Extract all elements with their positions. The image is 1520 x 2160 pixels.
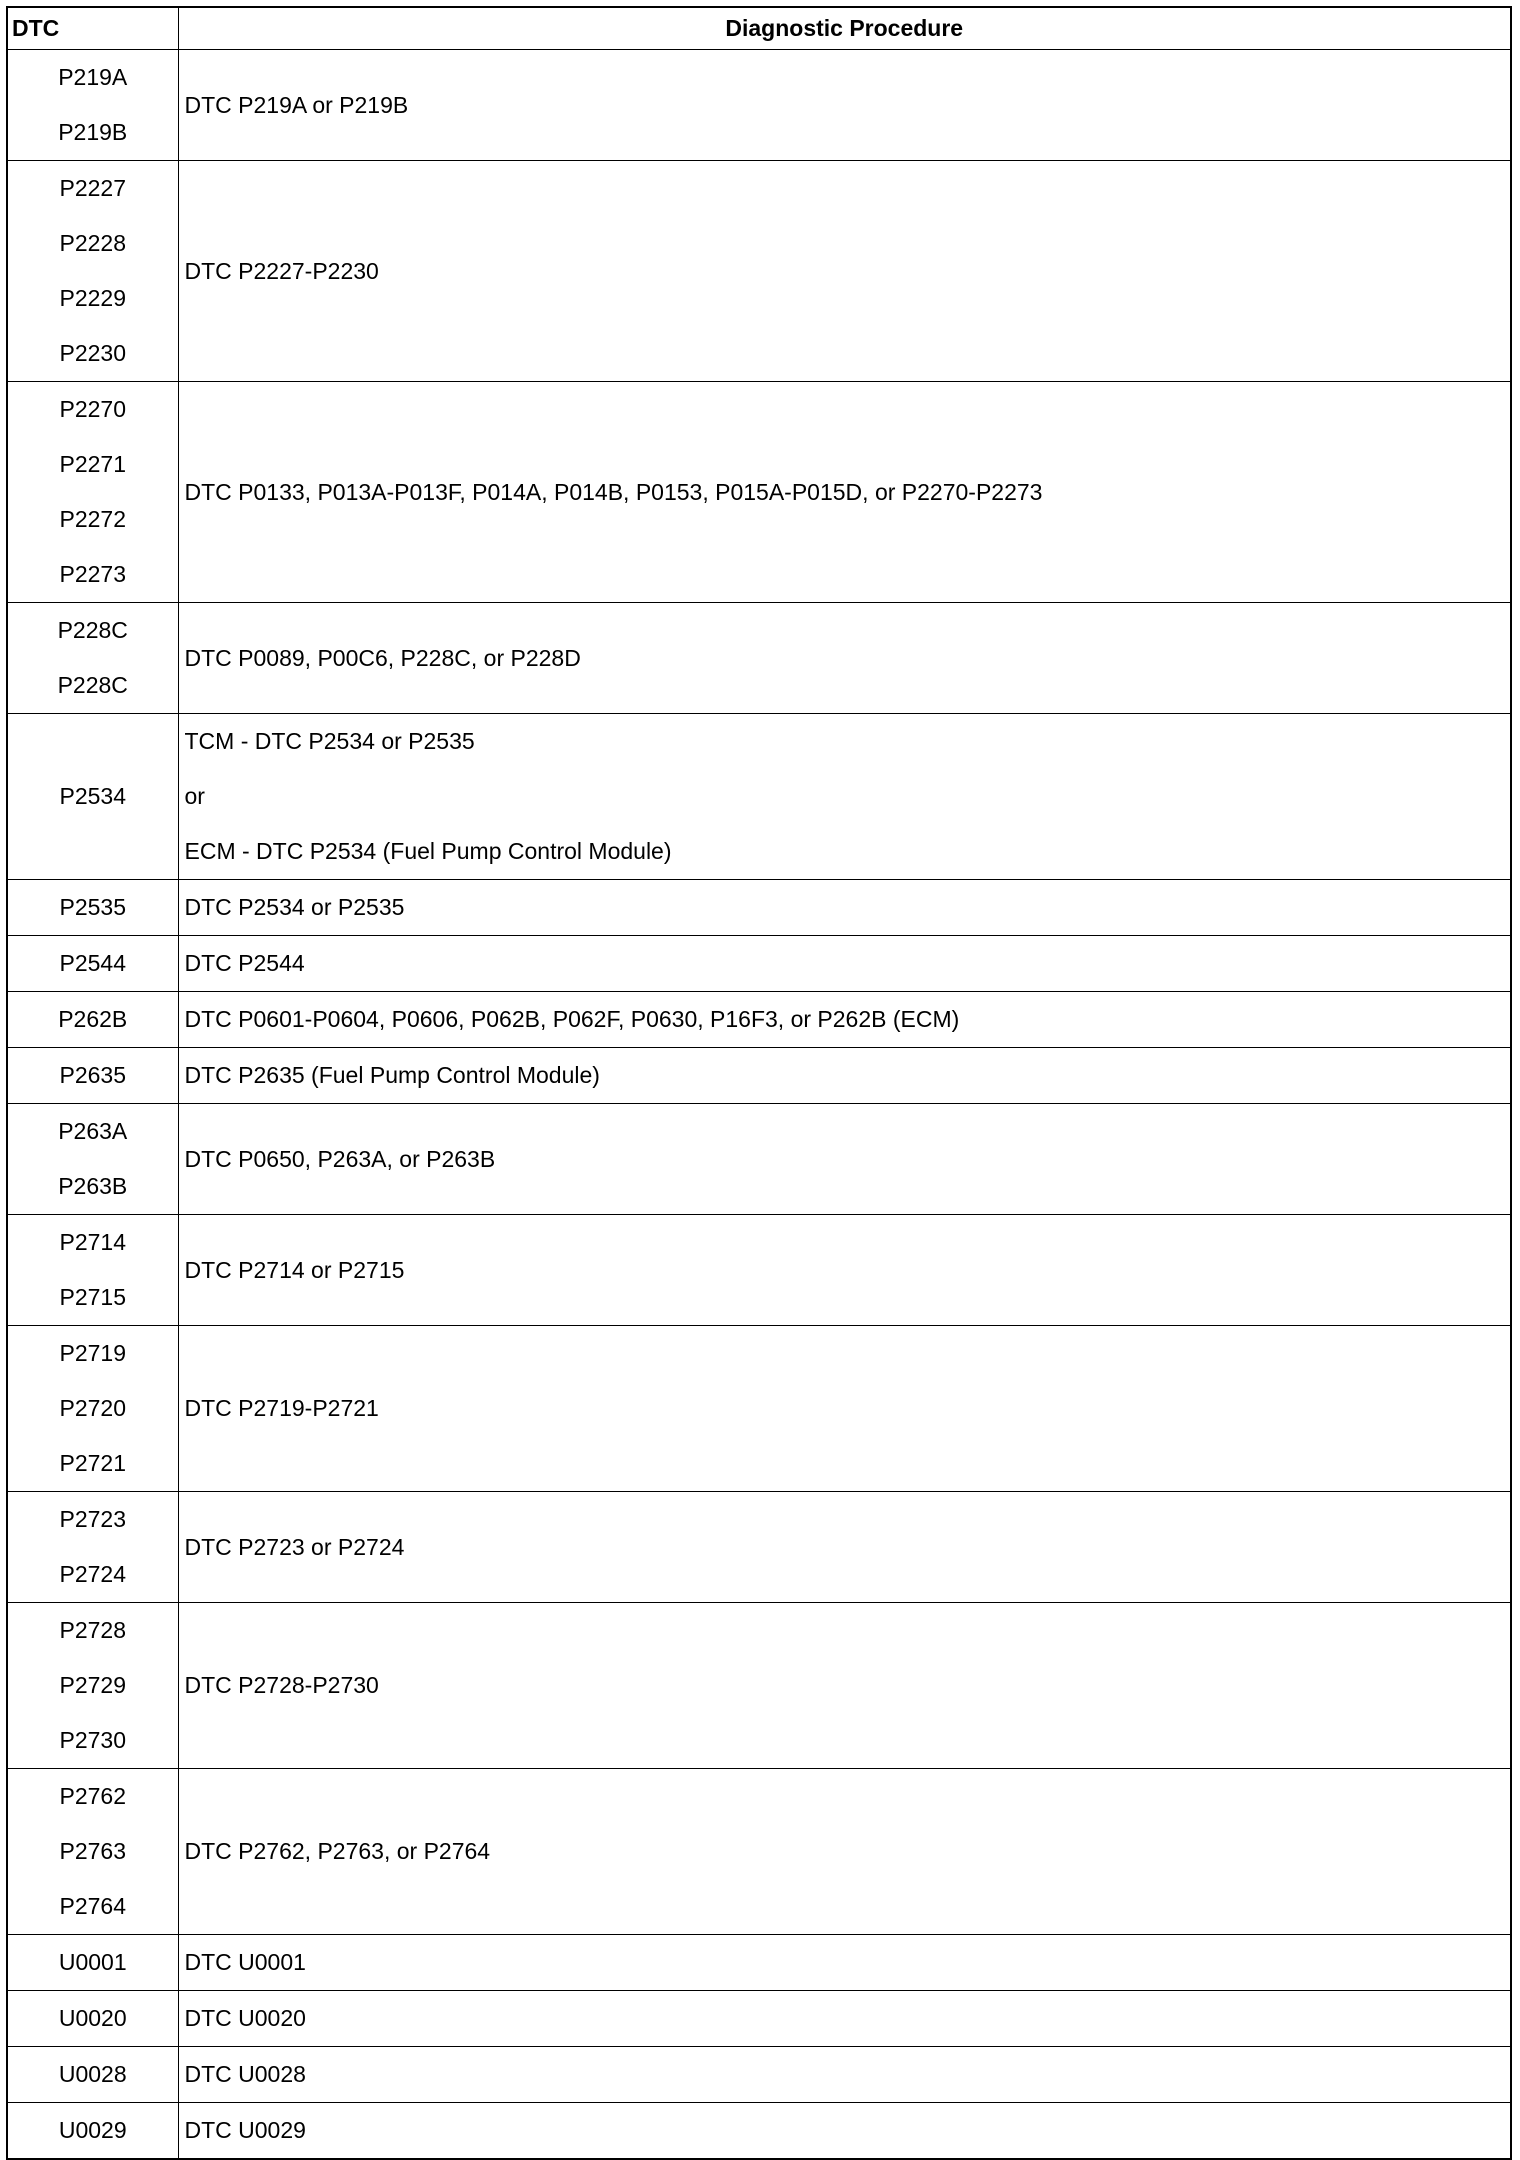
- diagnostic-procedure-cell: [178, 2103, 1511, 2160]
- table-row: [7, 1991, 1511, 2047]
- diagnostic-procedure-cell: [178, 1991, 1511, 2047]
- dtc-code-cell: [7, 1215, 178, 1326]
- dtc-code: P2544: [59, 950, 126, 976]
- table-row: [7, 1048, 1511, 1104]
- dtc-code: U0029: [58, 2117, 127, 2143]
- diagnostic-procedure-text: DTC P219A or P219B: [184, 91, 409, 118]
- diagnostic-procedure-text: DTC P2534 or P2535: [184, 894, 405, 920]
- dtc-code: P2271: [59, 451, 126, 477]
- dtc-code-cell: [7, 1603, 178, 1769]
- dtc-code-cell: [7, 714, 178, 880]
- dtc-code: P263B: [58, 1173, 128, 1199]
- dtc-code: P263A: [58, 1118, 128, 1144]
- dtc-code: P2535: [59, 894, 126, 920]
- diagnostic-procedure-text: DTC P2544: [184, 950, 305, 976]
- dtc-code: P2719: [59, 1340, 126, 1366]
- dtc-code: P2714: [59, 1229, 126, 1255]
- diagnostic-procedure-text: DTC P0601-P0604, P0606, P062B, P062F, P0630, P16F3, or P262B (ECM): [184, 1006, 960, 1032]
- dtc-code: U0028: [58, 2061, 127, 2087]
- header-diagnostic-procedure: Diagnostic Procedure: [178, 7, 1511, 50]
- dtc-code-cell: [7, 1991, 178, 2047]
- diagnostic-procedure-cell: [178, 1769, 1511, 1935]
- table-row: [7, 992, 1511, 1048]
- table-row: [7, 2103, 1511, 2160]
- diagnostic-procedure-text: DTC P2762, P2763, or P2764: [184, 1838, 491, 1864]
- table-row: [7, 382, 1511, 603]
- header-dtc: DTC: [7, 7, 178, 50]
- diagnostic-procedure-text: DTC P2714 or P2715: [184, 1256, 405, 1283]
- dtc-code-cell: [7, 2047, 178, 2103]
- table-row: [7, 603, 1511, 714]
- dtc-code: P219B: [58, 119, 128, 145]
- dtc-code: P2723: [59, 1506, 126, 1532]
- diagnostic-procedure-cell: [178, 1048, 1511, 1104]
- table-row: [7, 1215, 1511, 1326]
- dtc-code: P228C: [57, 672, 128, 698]
- header-row: [7, 7, 1511, 50]
- table-row: [7, 2047, 1511, 2103]
- dtc-code: P2762: [59, 1783, 126, 1809]
- dtc-code-cell: [7, 1326, 178, 1492]
- diagnostic-procedure-cell: [178, 714, 1511, 880]
- dtc-code: P2730: [59, 1727, 126, 1753]
- dtc-code: P2270: [59, 396, 126, 422]
- dtc-code-cell: [7, 603, 178, 714]
- table-row: [7, 880, 1511, 936]
- dtc-code: P2228: [59, 230, 126, 256]
- diagnostic-procedure-text: DTC U0029: [184, 2117, 306, 2143]
- diagnostic-procedure-text: DTC U0001: [184, 1949, 306, 1975]
- diagnostic-procedure-text: DTC P0133, P013A-P013F, P014A, P014B, P0153, P015A-P015D, or P2270-P2273: [184, 478, 1043, 505]
- diagnostic-procedure-cell: [178, 936, 1511, 992]
- dtc-code: P262B: [58, 1006, 128, 1032]
- dtc-code: P2721: [59, 1450, 126, 1476]
- diagnostic-procedure-text: DTC P2728-P2730: [184, 1672, 379, 1698]
- table-row: [7, 714, 1511, 880]
- diagnostic-procedure-cell: [178, 382, 1511, 603]
- dtc-code-cell: [7, 992, 178, 1048]
- dtc-code-cell: [7, 161, 178, 382]
- dtc-code: P2273: [59, 561, 126, 587]
- dtc-code-cell: [7, 936, 178, 992]
- diagnostic-procedure-text: or: [184, 783, 205, 809]
- table-row: [7, 1492, 1511, 1603]
- dtc-code-cell: [7, 1104, 178, 1215]
- diagnostic-procedure-cell: [178, 1935, 1511, 1991]
- dtc-code: P2724: [59, 1561, 126, 1587]
- diagnostic-procedure-text: DTC U0028: [184, 2061, 306, 2087]
- dtc-code: P2229: [59, 285, 126, 311]
- diagnostic-procedure-text: DTC P2719-P2721: [184, 1395, 379, 1421]
- diagnostic-procedure-cell: [178, 1104, 1511, 1215]
- dtc-code-cell: [7, 2103, 178, 2160]
- table-header: [7, 7, 1511, 50]
- dtc-code: P219A: [58, 64, 128, 90]
- dtc-code: U0020: [58, 2005, 127, 2031]
- dtc-code: P2720: [59, 1395, 126, 1421]
- diagnostic-procedure-text: DTC P0089, P00C6, P228C, or P228D: [184, 644, 581, 671]
- diagnostic-procedure-text: DTC P2227-P2230: [184, 257, 379, 284]
- dtc-code: P2635: [59, 1062, 126, 1088]
- dtc-code: P2715: [59, 1284, 126, 1310]
- table-row: [7, 1326, 1511, 1492]
- dtc-code-cell: [7, 1769, 178, 1935]
- diagnostic-procedure-text: DTC U0020: [184, 2005, 306, 2031]
- table-row: [7, 1104, 1511, 1215]
- dtc-code: P2764: [59, 1893, 126, 1919]
- table-row: [7, 936, 1511, 992]
- table-row: [7, 1769, 1511, 1935]
- diagnostic-procedure-cell: [178, 1603, 1511, 1769]
- table-row: [7, 161, 1511, 382]
- dtc-code-cell: [7, 50, 178, 161]
- dtc-code: P228C: [57, 617, 128, 643]
- diagnostic-procedure-cell: [178, 161, 1511, 382]
- diagnostic-procedure-text: DTC P0650, P263A, or P263B: [184, 1145, 496, 1172]
- dtc-code: P2729: [59, 1672, 126, 1698]
- dtc-code-cell: [7, 1935, 178, 1991]
- diagnostic-procedure-cell: [178, 1215, 1511, 1326]
- dtc-code: P2272: [59, 506, 126, 532]
- diagnostic-procedure-text: DTC P2635 (Fuel Pump Control Module): [184, 1062, 600, 1088]
- diagnostic-procedure-cell: [178, 603, 1511, 714]
- dtc-code-cell: [7, 1492, 178, 1603]
- dtc-code-cell: [7, 1048, 178, 1104]
- dtc-code-cell: [7, 880, 178, 936]
- dtc-table: [6, 6, 1512, 2160]
- table-row: [7, 50, 1511, 161]
- diagnostic-procedure-text: ECM - DTC P2534 (Fuel Pump Control Module): [184, 838, 672, 864]
- table-row: [7, 1603, 1511, 1769]
- diagnostic-procedure-cell: [178, 1326, 1511, 1492]
- diagnostic-procedure-text: TCM - DTC P2534 or P2535: [184, 728, 475, 754]
- diagnostic-procedure-cell: [178, 2047, 1511, 2103]
- diagnostic-procedure-cell: [178, 880, 1511, 936]
- table-row: [7, 1935, 1511, 1991]
- diagnostic-procedure-text: DTC P2723 or P2724: [184, 1533, 405, 1560]
- diagnostic-procedure-cell: [178, 50, 1511, 161]
- diagnostic-procedure-cell: [178, 1492, 1511, 1603]
- dtc-code: P2763: [59, 1838, 126, 1864]
- diagnostic-procedure-cell: [178, 992, 1511, 1048]
- dtc-code: P2227: [59, 175, 126, 201]
- dtc-code: P2728: [59, 1617, 126, 1643]
- dtc-code-cell: [7, 382, 178, 603]
- dtc-code: P2230: [59, 340, 126, 366]
- dtc-code: P2534: [59, 783, 126, 809]
- dtc-code: U0001: [58, 1949, 127, 1975]
- table-body: [7, 50, 1511, 2160]
